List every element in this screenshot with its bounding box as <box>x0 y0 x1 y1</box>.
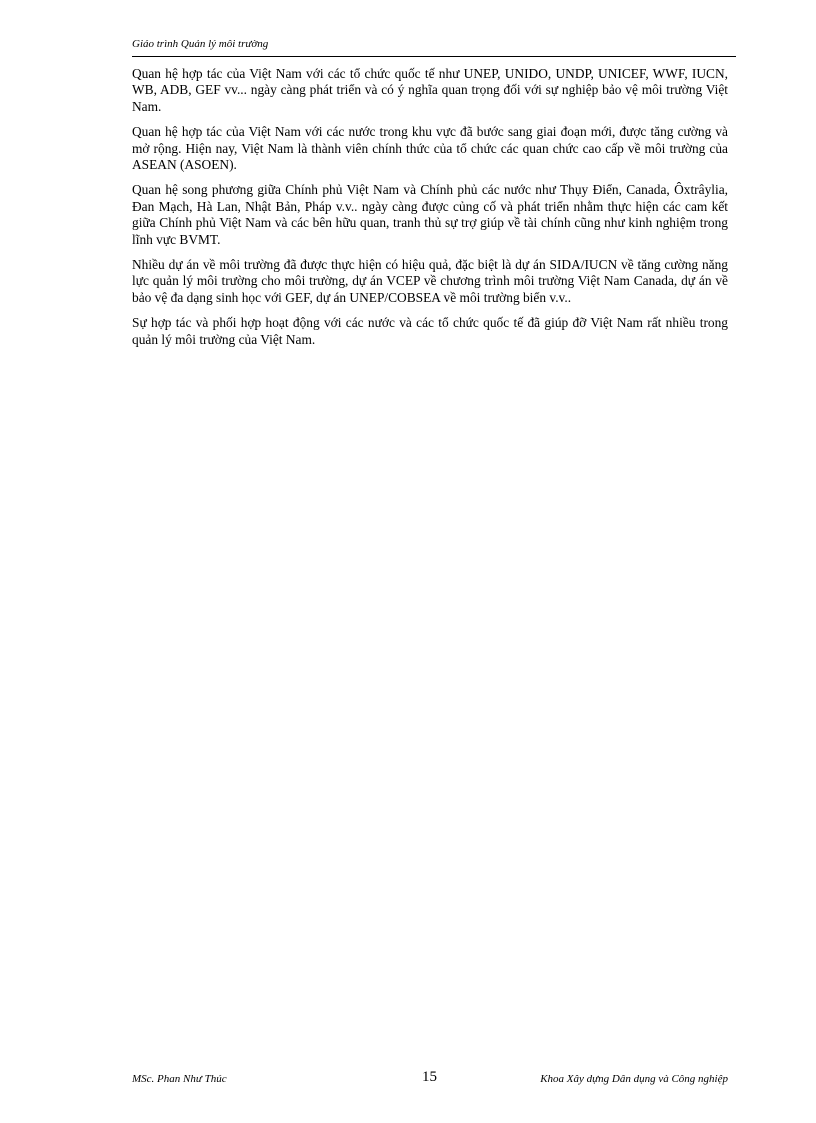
page-footer <box>132 1068 728 1090</box>
page-header <box>132 36 736 57</box>
body-text <box>132 66 728 357</box>
paragraph-environmental-projects: Nhiều dự án về môi trường đã được thực hiện có hiệu quả, đặc biệt là dự án SIDA/IUCN về tăng cường năng lực quản lý môi trường cho môi trường, dự án VCEP về chương trình môi trường Việt Nam Canada, dự án về bảo vệ đa dạng sinh học với GEF, dự án UNEP/COBSEA về môi trường biển v.v.. <box>132 257 728 305</box>
footer-author: MSc. Phan Như Thúc <box>132 1073 227 1085</box>
footer-department: Khoa Xây dựng Dân dụng và Công nghiệp <box>540 1073 728 1085</box>
header-title: Giáo trình Quản lý môi trường <box>132 38 269 50</box>
paragraph-bilateral-relations: Quan hệ song phương giữa Chính phủ Việt Nam và Chính phủ các nước như Thụy Điển, Canada, Ôxtrâylia, Đan Mạch, Hà Lan, Nhật Bản, Pháp v.v.. ngày càng được củng cố và phát triển nhằm thực hiện các cam kết giữa Chính phủ Việt Nam và các bên hữu quan, tranh thủ sự trợ giúp về tài chính cũng như kinh nghiệm trong lĩnh vực BVMT. <box>132 182 728 247</box>
paragraph-regional-cooperation: Quan hệ hợp tác của Việt Nam với các nước trong khu vực đã bước sang giai đoạn mới, được tăng cường và mở rộng. Hiện nay, Việt Nam là thành viên chính thức của tổ chức các quan chức cao cấp về môi trường của ASEAN (ASOEN). <box>132 124 728 173</box>
page-number: 15 <box>422 1069 437 1085</box>
paragraph-international-organizations: Quan hệ hợp tác của Việt Nam với các tổ chức quốc tế như UNEP, UNIDO, UNDP, UNICEF, WWF, IUCN, WB, ADB, GEF vv... ngày càng phát triển và có ý nghĩa quan trọng đối với sự nghiệp bảo vệ môi trường Việt Nam. <box>132 66 728 114</box>
paragraph-cooperation-summary: Sự hợp tác và phối hợp hoạt động với các nước và các tổ chức quốc tế đã giúp đỡ Việt Nam rất nhiều trong quản lý môi trường của Việt Nam. <box>132 315 728 347</box>
